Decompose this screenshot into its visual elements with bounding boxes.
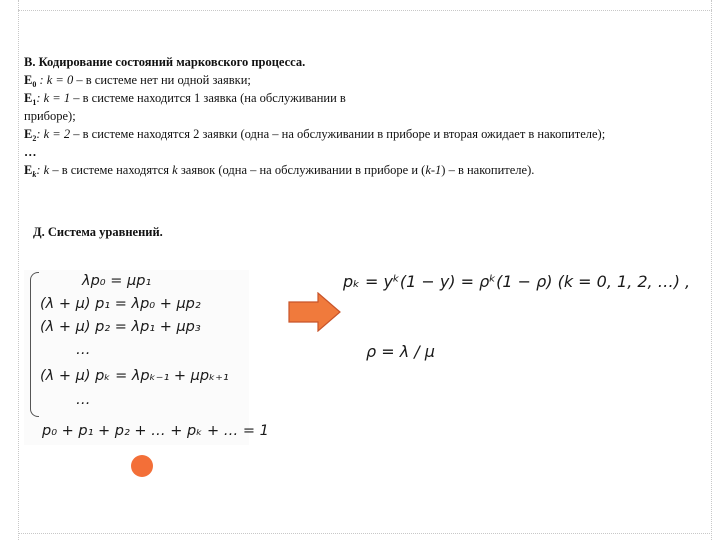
equation-row-3: (λ + μ) p₂ = λp₁ + μp₃	[40, 319, 201, 335]
equation-row-7: p₀ + p₁ + p₂ + … + pₖ + … = 1	[42, 423, 269, 439]
state-e1-continued: приборе);	[24, 109, 76, 123]
equation-row-1: λp₀ = μp₁	[82, 273, 152, 289]
section-b-title: В. Кодирование состояний марковского процесса.	[24, 55, 306, 69]
section-b-text	[24, 53, 714, 179]
slide-border-bottom	[18, 533, 712, 534]
equation-row-5: (λ + μ) pₖ = λpₖ₋₁ + μpₖ₊₁	[40, 368, 229, 384]
rho-formula: ρ = λ / μ	[366, 342, 435, 361]
state-ellipsis: …	[24, 145, 37, 159]
section-d-title: Д. Система уравнений.	[33, 225, 163, 239]
pk-formula: pₖ = yᵏ(1 − y) = ρᵏ(1 − ρ) (k = 0, 1, 2, …) ,	[343, 272, 691, 291]
state-e2: $E_2$: k = 2 – в системе находятся 2 заявки (одна – на обслуживании в приборе и вторая ожидает в накопителе);	[24, 127, 606, 143]
slide-border-left	[18, 0, 19, 540]
orange-bullet-icon	[131, 455, 153, 477]
slide-border-top	[18, 10, 712, 11]
state-ek: $E_k$: k – в системе находятся k заявок (одна – на обслуживании в приборе и (k-1) – в накопителе).	[24, 163, 535, 179]
equation-row-2: (λ + μ) p₁ = λp₀ + μp₂	[40, 296, 201, 312]
state-e1: $E_1$: k = 1 – в системе находится 1 заявка (на обслуживании в	[24, 91, 346, 107]
equation-row-6: …	[76, 392, 91, 408]
left-brace-icon	[30, 272, 39, 417]
equation-system	[24, 270, 269, 445]
equation-row-4: …	[76, 342, 91, 358]
state-e0: $E_0$ : k = 0 – в системе нет ни одной заявки;	[24, 73, 251, 89]
right-arrow-icon	[288, 292, 342, 332]
